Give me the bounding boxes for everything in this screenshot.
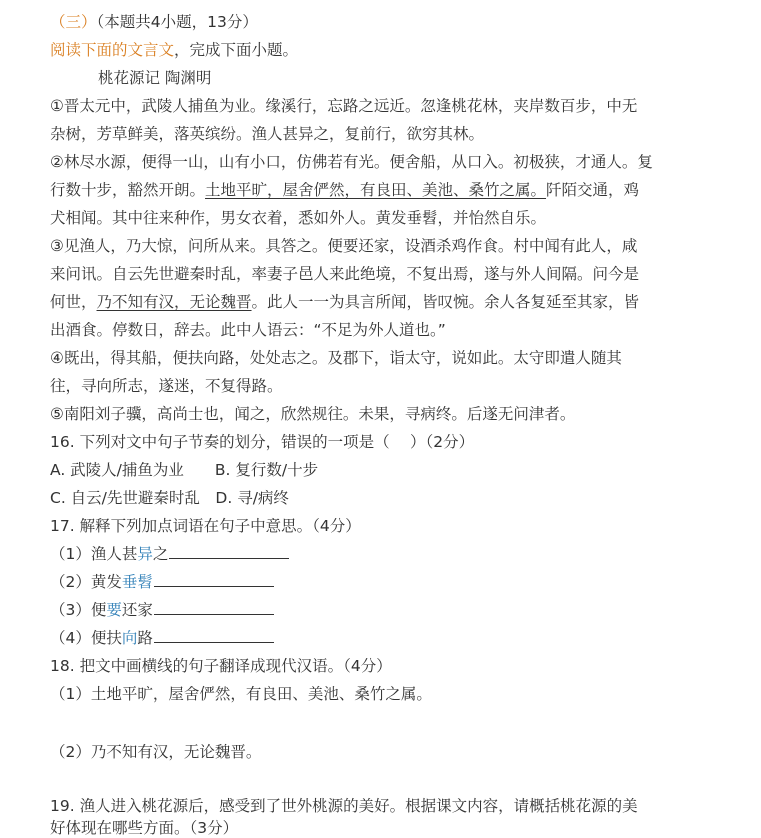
instruction: [50, 40, 298, 60]
question-17-item-4: [50, 628, 274, 648]
item-text: 还家: [121, 601, 153, 619]
item-text: 路: [137, 629, 153, 647]
item-number: （1）: [50, 545, 91, 563]
question-18-sentence-1: （1）土地平旷，屋舍俨然，有良田、美池、桑竹之属。: [50, 685, 432, 703]
question-17-item-1: [50, 544, 289, 564]
question-16-stem: 16. 下列对文中句子节奏的划分，错误的一项是（ ）（2分）: [50, 433, 475, 451]
dotted-word: 异: [137, 545, 153, 563]
underlined-sentence-1: 土地平旷，屋舍俨然，有良田、美池、桑竹之属。: [205, 181, 547, 199]
question-17-item-3: [50, 600, 274, 620]
item-number: （4）: [50, 629, 91, 647]
question-19-line-1: 19. 渔人进入桃花源后，感受到了世外桃源的美好。根据课文内容，请概括桃花源的美: [50, 797, 638, 815]
answer-blank[interactable]: [154, 600, 274, 615]
item-text: 黄发: [90, 573, 122, 591]
item-number: （2）: [50, 573, 91, 591]
paragraph-5: ⑤南阳刘子骥，高尚士也，闻之，欣然规往。未果，寻病终。后遂无问津者。: [50, 405, 576, 423]
paragraph-2-text: 阡陌交通，鸡: [546, 181, 640, 199]
underlined-sentence-2: 乃不知有汉，无论魏晋: [96, 293, 252, 311]
paragraph-2-line-1: ②林尽水源，便得一山，山有小口，仿佛若有光。便舍船，从口入。初极狭，才通人。复: [50, 153, 653, 171]
question-19-line-2: 好体现在哪些方面。（3分）: [50, 819, 239, 837]
instruction-rest: ，完成下面小题。: [174, 41, 299, 59]
answer-blank[interactable]: [154, 628, 274, 643]
section-info: （本题共4小题，13分）: [96, 13, 258, 31]
dotted-word: 向: [121, 629, 138, 647]
item-text: 渔人甚: [90, 545, 138, 563]
paragraph-1-line-2: 杂树，芳草鲜美，落英缤纷。渔人甚异之，复前行，欲穷其林。: [50, 125, 485, 143]
paragraph-3-text: 。此人一一为具言所闻，皆叹惋。余人各复延至其家，皆: [251, 293, 640, 311]
item-text: 便: [90, 601, 107, 619]
question-16-options-cd: C. 自云/先世避秦时乱 D. 寻/病终: [50, 489, 289, 507]
question-18-stem: 18. 把文中画横线的句子翻译成现代汉语。（4分）: [50, 657, 392, 675]
dotted-word: 垂髫: [121, 573, 153, 591]
question-17-item-2: [50, 572, 274, 592]
item-text: 便扶: [90, 629, 122, 647]
answer-blank[interactable]: [154, 572, 274, 587]
question-16-options-ab: A. 武陵人/捕鱼为业 B. 复行数/十步: [50, 461, 319, 479]
paragraph-1-line-1: ①晋太元中，武陵人捕鱼为业。缘溪行，忘路之远近。忽逢桃花林，夹岸数百步，中无: [50, 97, 638, 115]
paragraph-2-line-2: [50, 180, 639, 200]
paragraph-3-line-3: [50, 292, 639, 312]
answer-blank[interactable]: [169, 544, 289, 559]
question-17-stem: 17. 解释下列加点词语在句子中意思。（4分）: [50, 517, 361, 535]
paragraph-3-line-4: 出酒食。停数日，辞去。此中人语云：“不足为外人道也。”: [50, 321, 446, 339]
instruction-highlight: 阅读下面的文言文: [50, 41, 175, 59]
question-18-sentence-2: （2）乃不知有汉，无论魏晋。: [50, 743, 262, 761]
section-number: （三）: [50, 13, 97, 31]
passage-title: 桃花源记 陶渊明: [98, 69, 212, 87]
paragraph-3-text: 何世，: [50, 293, 97, 311]
item-number: （3）: [50, 601, 91, 619]
paragraph-3-line-2: 来问讯。自云先世避秦时乱，率妻子邑人来此绝境，不复出焉，遂与外人间隔。问今是: [50, 265, 640, 283]
dotted-word: 要: [106, 601, 122, 619]
paragraph-4-line-2: 往，寻向所志，遂迷，不复得路。: [50, 377, 283, 395]
paragraph-2-line-3: 犬相闻。其中往来种作，男女衣着，悉如外人。黄发垂髫，并怡然自乐。: [50, 209, 547, 227]
item-text: 之: [152, 545, 169, 563]
section-header: [50, 12, 258, 32]
paragraph-4-line-1: ④既出，得其船，便扶向路，处处志之。及郡下，诣太守，说如此。太守即遣人随其: [50, 349, 622, 367]
paragraph-3-line-1: ③见渔人，乃大惊，问所从来。具答之。便要还家，设酒杀鸡作食。村中闻有此人，咸: [50, 237, 638, 255]
paragraph-2-text: 行数十步，豁然开朗。: [50, 181, 206, 199]
